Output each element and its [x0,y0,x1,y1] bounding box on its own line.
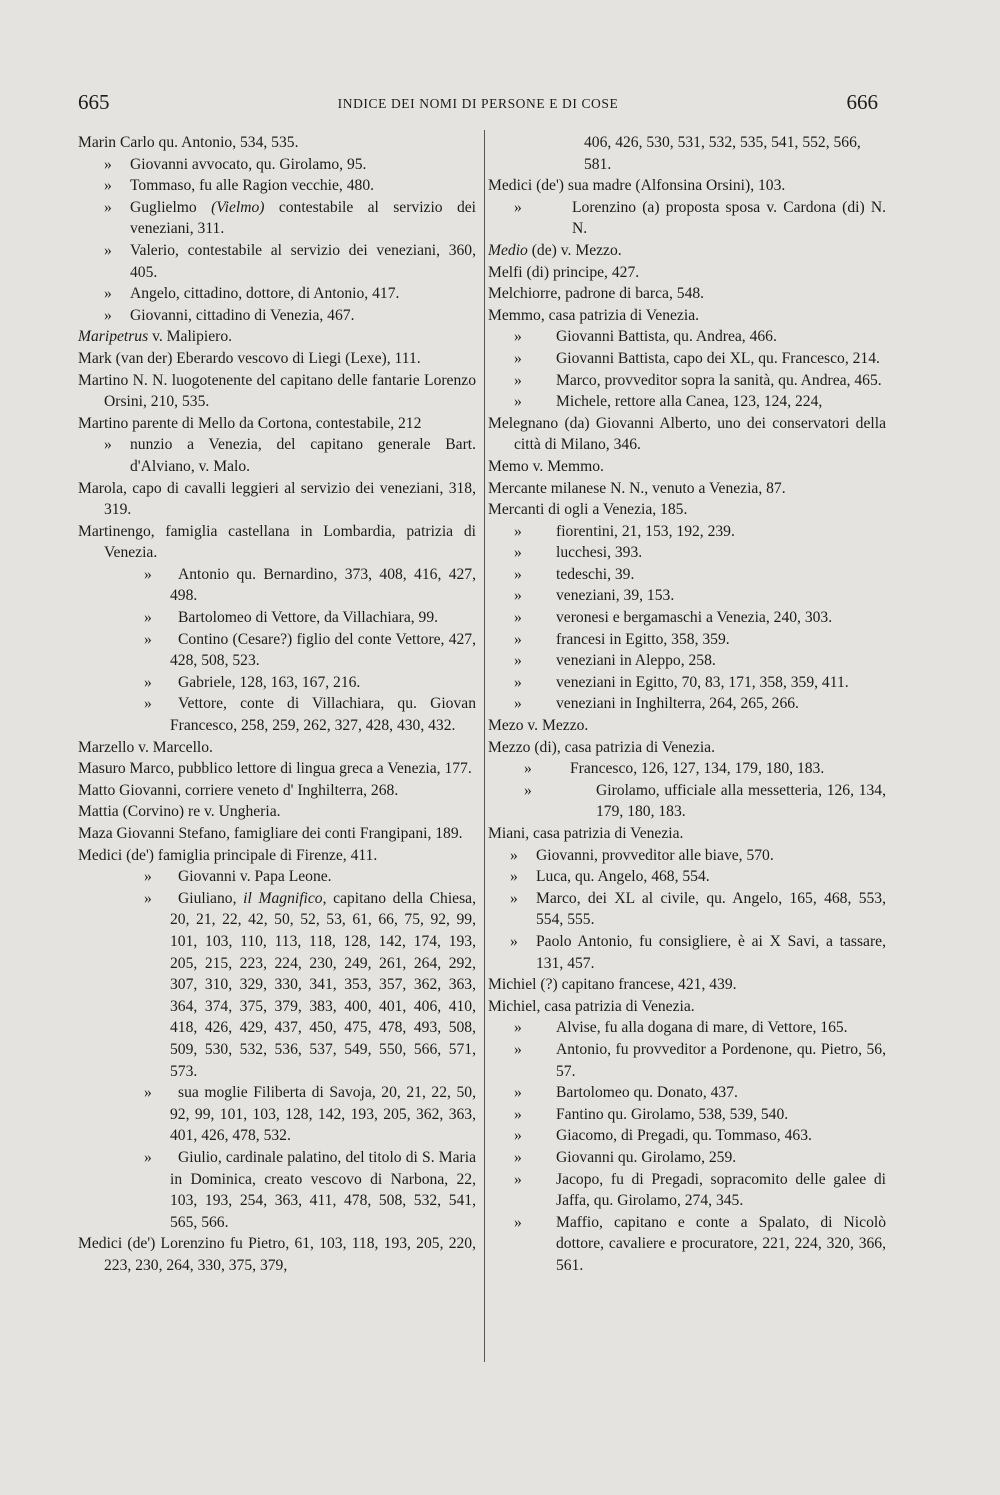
index-entry: Martinengo, famiglia castellana in Lombardia, patrizia di Venezia. [78,522,476,562]
index-entry: Mark (van der) Eberardo vescovo di Liegi (Lexe), 111. [78,349,421,367]
index-entry: Mercante milanese N. N., venuto a Venezia, 87. [488,479,786,497]
ditto-mark: » [514,1084,522,1102]
ditto-mark: » [514,1127,522,1145]
index-subentry: » Angelo, cittadino, dottore, di Antonio, 417. [78,283,476,305]
ditto-mark: » [104,177,112,195]
ditto-mark: » [144,1148,152,1166]
ditto-mark: » [144,695,152,713]
ditto-mark: » [144,1084,152,1102]
index-subentry: » Giovanni Battista, qu. Andrea, 466. [488,326,886,348]
index-subentry: » Tommaso, fu alle Ragion vecchie, 480. [78,175,476,197]
ditto-mark: » [104,285,112,303]
index-subentry: » Francesco, 126, 127, 134, 179, 180, 183. [488,758,886,780]
index-entry: Marola, capo di cavalli leggieri al servizio dei veneziani, 318, 319. [78,479,476,519]
index-entry: Medio (de) v. Mezzo. [488,241,622,259]
ditto-mark: » [510,889,518,907]
index-subentry: » sua moglie Filiberta di Savoja, 20, 21, 22, 50, 92, 99, 101, 103, 128, 142, 193, 205, 362, 363, 401, 426, 478, 532. [144,1084,476,1145]
ditto-mark: » [514,1040,522,1058]
ditto-mark: » [514,1105,522,1123]
page-number-right: 666 [846,90,878,114]
index-entry: Martino N. N. luogotenente del capitano delle fantarie Lorenzo Orsini, 210, 535. [78,371,476,411]
index-subentry: » Guglielmo (Vielmo) contestabile al servizio dei veneziani, 311. [104,198,477,238]
ditto-mark: » [104,241,112,259]
ditto-mark: » [514,652,522,670]
index-subentry: » Giacomo, di Pregadi, qu. Tommaso, 463. [488,1125,886,1147]
ditto-mark: » [104,306,112,324]
index-entry: Miani, casa patrizia di Venezia. [488,825,684,842]
index-subentry: » Marco, provveditor sopra la sanità, qu. Andrea, 465. [488,370,886,392]
index-subentry: » Giovanni avvocato, qu. Girolamo, 95. [78,154,476,176]
index-entry: Medici (de') famiglia principale di Firenze, 411. [78,846,378,864]
index-subentry: » Giovanni Battista, capo dei XL, qu. Francesco, 214. [488,348,886,370]
ditto-mark: » [104,155,112,173]
ditto-mark: » [514,673,522,691]
index-entry: Memmo, casa patrizia di Venezia. [488,306,700,324]
index-subentry: » veneziani in Egitto, 70, 83, 171, 358, 359, 411. [488,672,886,694]
index-subentry: » Contino (Cesare?) figlio del conte Vettore, 427, 428, 508, 523. [144,630,476,670]
index-continuation: 406, 426, 530, 531, 532, 535, 541, 552, 566, 581. [584,134,861,173]
index-entry: Michiel (?) capitano francese, 421, 439. [488,976,737,994]
index-entry: Memo v. Memmo. [488,457,604,475]
index-subentry: » Antonio qu. Bernardino, 373, 408, 416, 427, 498. [144,565,476,605]
ditto-mark: » [514,544,522,562]
index-subentry: » lucchesi, 393. [488,542,886,564]
index-entry: Medici (de') sua madre (Alfonsina Orsini), 103. [488,177,786,195]
ditto-mark: » [144,673,152,691]
index-subentry: » veneziani, 39, 153. [488,585,886,607]
ditto-mark: » [514,1019,522,1037]
index-subentry: » tedeschi, 39. [488,564,886,586]
index-subentry: » Giovanni, provveditor alle biave, 570. [488,845,886,867]
index-subentry: » veneziani in Aleppo, 258. [488,650,886,672]
ditto-mark: » [514,565,522,583]
index-subentry: » Michele, rettore alla Canea, 123, 124, 224, [488,391,886,413]
index-subentry: » Girolamo, ufficiale alla messetteria, 126, 134, 179, 180, 183. [524,781,886,821]
index-subentry: » Bartolomeo di Vettore, da Villachiara, 99. [78,607,476,629]
index-subentry: » Valerio, contestabile al servizio dei veneziani, 360, 405. [104,241,476,281]
index-entry: Marin Carlo qu. Antonio, 534, 535. [78,134,299,151]
ditto-mark: » [144,630,152,648]
ditto-mark: » [514,328,522,346]
ditto-mark: » [510,846,518,864]
index-subentry: » Gabriele, 128, 163, 167, 216. [78,672,476,694]
index-subentry: » Bartolomeo qu. Donato, 437. [488,1082,886,1104]
index-entry: Melegnano (da) Giovanni Alberto, uno dei conservatori della città di Milano, 346. [488,414,886,454]
ditto-mark: » [104,436,112,454]
index-entry: Matto Giovanni, corriere veneto d' Inghilterra, 268. [78,781,399,799]
ditto-mark: » [514,371,522,389]
ditto-mark: » [514,630,522,648]
index-subentry: » nunzio a Venezia, del capitano generale Bart. d'Alviano, v. Malo. [104,436,476,475]
index-entry: Mezzo (di), casa patrizia di Venezia. [488,738,716,756]
index-subentry: » Antonio, fu provveditor a Pordenone, qu. Pietro, 56, 57. [514,1040,886,1080]
ditto-mark: » [104,198,112,216]
ditto-mark: » [514,1148,522,1166]
index-entry: Maripetrus v. Malipiero. [78,328,233,346]
page-header [78,90,878,122]
ditto-mark: » [514,522,522,540]
ditto-mark: » [514,1213,522,1231]
index-entry: Mattia (Corvino) re v. Ungheria. [78,803,281,821]
ditto-mark: » [144,609,152,627]
index-subentry: » Alvise, fu alla dogana di mare, di Vettore, 165. [488,1017,886,1039]
ditto-mark: » [144,889,152,907]
ditto-mark: » [514,198,522,216]
ditto-mark: » [514,695,522,713]
index-entry: Melchiorre, padrone di barca, 548. [488,285,705,303]
index-entry: Michiel, casa patrizia di Venezia. [488,997,695,1015]
ditto-mark: » [514,349,522,367]
column-divider [484,130,485,1362]
index-entry: Marzello v. Marcello. [78,738,213,756]
ditto-mark: » [514,609,522,627]
ditto-mark: » [514,587,522,605]
index-subentry: » Fantino qu. Girolamo, 538, 539, 540. [488,1104,886,1126]
index-entry: Maza Giovanni Stefano, famigliare dei conti Frangipani, 189. [78,825,463,842]
index-subentry: » Giovanni qu. Girolamo, 259. [488,1147,886,1169]
index-subentry: » veneziani in Inghilterra, 264, 265, 266. [488,693,886,715]
index-subentry: » Lorenzino (a) proposta sposa v. Cardona (di) N. N. [514,198,886,238]
index-entry: Martino parente di Mello da Cortona, contestabile, 212 [78,414,422,432]
running-title: INDICE DEI NOMI DI PERSONE E DI COSE [337,96,619,111]
ditto-mark: » [510,932,518,950]
ditto-mark: » [524,760,532,778]
index-subentry: » Giovanni, cittadino di Venezia, 467. [78,305,476,327]
index-subentry: » Jacopo, fu di Pregadi, sopracomito delle galee di Jaffa, qu. Girolamo, 274, 345. [514,1170,886,1210]
index-entry: Melfi (di) principe, 427. [488,263,640,281]
index-entry: Mezo v. Mezzo. [488,717,589,735]
index-subentry: » fiorentini, 21, 153, 192, 239. [488,521,886,543]
index-subentry: » veronesi e bergamaschi a Venezia, 240, 303. [488,607,886,629]
index-entry: Mercanti di ogli a Venezia, 185. [488,501,688,519]
right-column [488,132,886,1276]
ditto-mark: » [524,781,532,799]
left-column [78,132,476,1276]
index-subentry: » Maffio, capitano e conte a Spalato, di Nicolò dottore, cavaliere e procuratore, 221, 224, 320, 366, 561. [514,1213,886,1274]
ditto-mark: » [144,868,152,886]
index-subentry: » Vettore, conte di Villachiara, qu. Giovan Francesco, 258, 259, 262, 327, 428, 430, 432. [144,695,476,735]
ditto-mark: » [514,393,522,411]
ditto-mark: » [514,1170,522,1188]
index-subentry: » Paolo Antonio, fu consigliere, è ai X Savi, a tassare, 131, 457. [510,932,886,972]
index-subentry: » Giuliano, il Magnifico, capitano della Chiesa, 20, 21, 22, 42, 50, 52, 53, 61, 66, 75, 92, 99, 101, 103, 110, 113, 118, 128, 142, 174, 193, 205, 215, 223, 224, 230, 249, 261, 264, 292, 307, 310, 329, 330, 341, 353, 357, 362, 363, 364, 374, 375, 379, 383, 400, 401, 406, 410, 418, 426, 429, 437, 450, 475, 478, 493, 508, 509, 530, 532, 536, 537, 549, 550, 566, 571, 573. [144,889,476,1080]
ditto-mark: » [144,565,152,583]
index-subentry: » Giulio, cardinale palatino, del titolo di S. Maria in Dominica, creato vescovo di Narbona, 22, 103, 193, 254, 363, 411, 478, 508, 532, 541, 565, 566. [144,1148,476,1231]
index-subentry: » francesi in Egitto, 358, 359. [488,629,886,651]
index-subentry: » Giovanni v. Papa Leone. [78,866,476,888]
index-subentry: » Luca, qu. Angelo, 468, 554. [488,866,886,888]
ditto-mark: » [510,868,518,886]
index-entry: Medici (de') Lorenzino fu Pietro, 61, 103, 118, 193, 205, 220, 223, 230, 264, 330, 375, 379, [78,1235,476,1274]
index-subentry: » Marco, dei XL al civile, qu. Angelo, 165, 468, 553, 554, 555. [510,889,886,929]
index-entry: Masuro Marco, pubblico lettore di lingua greca a Venezia, 177. [78,760,472,778]
page-number-left: 665 [78,90,110,114]
